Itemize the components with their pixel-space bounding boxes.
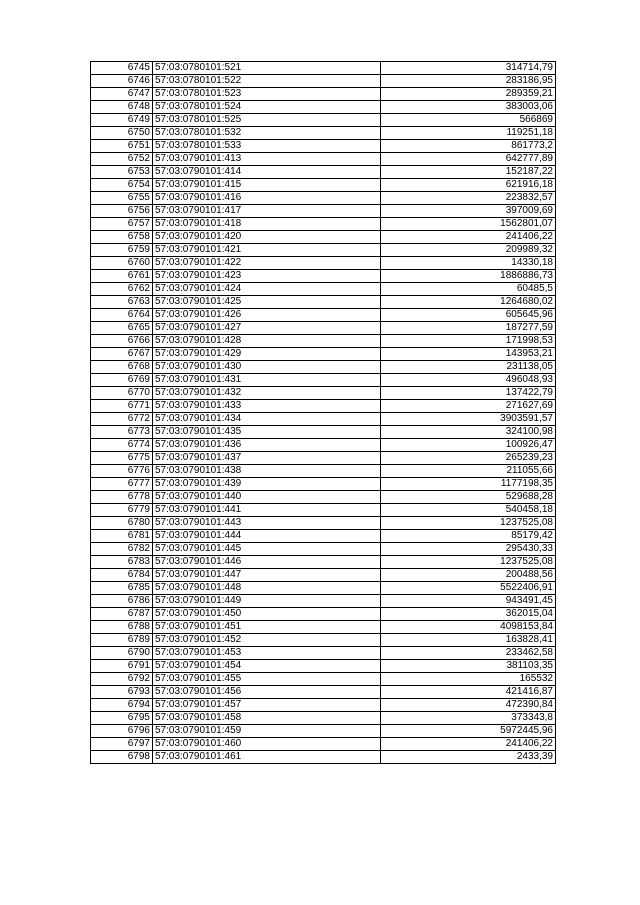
table-row (91, 582, 556, 595)
row-number-cell: 6755 (91, 192, 153, 205)
table-row (91, 465, 556, 478)
table-row (91, 686, 556, 699)
row-number-cell: 6762 (91, 283, 153, 296)
cadastral-number-cell: 57:03:0780101:524 (153, 101, 381, 114)
row-number-cell: 6745 (91, 62, 153, 75)
table-row (91, 348, 556, 361)
cadastral-number-cell: 57:03:0790101:420 (153, 231, 381, 244)
cadastral-value-cell: 621916,18 (381, 179, 556, 192)
table-row (91, 309, 556, 322)
row-number-cell: 6766 (91, 335, 153, 348)
cadastral-number-cell: 57:03:0780101:521 (153, 62, 381, 75)
cadastral-value-cell: 223832,57 (381, 192, 556, 205)
cadastral-number-cell: 57:03:0790101:448 (153, 582, 381, 595)
row-number-cell: 6760 (91, 257, 153, 270)
cadastral-value-cell: 472390,84 (381, 699, 556, 712)
row-number-cell: 6753 (91, 166, 153, 179)
cadastral-value-cell: 540458,18 (381, 504, 556, 517)
cadastral-value-cell: 362015,04 (381, 608, 556, 621)
cadastral-number-cell: 57:03:0790101:446 (153, 556, 381, 569)
cadastral-value-cell: 1264680,02 (381, 296, 556, 309)
table-row (91, 556, 556, 569)
table-row (91, 530, 556, 543)
row-number-cell: 6754 (91, 179, 153, 192)
cadastral-value-cell: 171998,53 (381, 335, 556, 348)
table-row (91, 257, 556, 270)
table-row (91, 283, 556, 296)
cadastral-number-cell: 57:03:0790101:449 (153, 595, 381, 608)
row-number-cell: 6772 (91, 413, 153, 426)
cadastral-value-cell: 295430,33 (381, 543, 556, 556)
cadastral-value-cell: 5972445,96 (381, 725, 556, 738)
cadastral-value-cell: 200488,56 (381, 569, 556, 582)
row-number-cell: 6750 (91, 127, 153, 140)
cadastral-value-cell: 529688,28 (381, 491, 556, 504)
table-row (91, 361, 556, 374)
cadastral-number-cell: 57:03:0790101:456 (153, 686, 381, 699)
cadastral-number-cell: 57:03:0780101:523 (153, 88, 381, 101)
table-row (91, 127, 556, 140)
row-number-cell: 6768 (91, 361, 153, 374)
table-row (91, 504, 556, 517)
table-row (91, 88, 556, 101)
row-number-cell: 6793 (91, 686, 153, 699)
table-row (91, 647, 556, 660)
table-row (91, 140, 556, 153)
cadastral-number-cell: 57:03:0790101:451 (153, 621, 381, 634)
cadastral-number-cell: 57:03:0790101:430 (153, 361, 381, 374)
table-row (91, 192, 556, 205)
cadastral-number-cell: 57:03:0790101:454 (153, 660, 381, 673)
cadastral-value-cell: 5522406,91 (381, 582, 556, 595)
cadastral-number-cell: 57:03:0790101:461 (153, 751, 381, 764)
cadastral-number-cell: 57:03:0790101:445 (153, 543, 381, 556)
cadastral-number-cell: 57:03:0790101:416 (153, 192, 381, 205)
cadastral-number-cell: 57:03:0790101:414 (153, 166, 381, 179)
row-number-cell: 6788 (91, 621, 153, 634)
cadastral-number-cell: 57:03:0790101:426 (153, 309, 381, 322)
cadastral-value-cell: 314714,79 (381, 62, 556, 75)
row-number-cell: 6763 (91, 296, 153, 309)
table-row (91, 153, 556, 166)
row-number-cell: 6759 (91, 244, 153, 257)
cadastral-value-cell: 100926,47 (381, 439, 556, 452)
table-row (91, 244, 556, 257)
table-row (91, 413, 556, 426)
row-number-cell: 6796 (91, 725, 153, 738)
cadastral-value-cell: 60485,5 (381, 283, 556, 296)
table-row (91, 75, 556, 88)
table-row (91, 738, 556, 751)
table-row (91, 387, 556, 400)
table-row (91, 374, 556, 387)
cadastral-value-cell: 324100,98 (381, 426, 556, 439)
cadastral-value-cell: 289359,21 (381, 88, 556, 101)
cadastral-number-cell: 57:03:0790101:417 (153, 205, 381, 218)
cadastral-value-cell: 642777,89 (381, 153, 556, 166)
cadastral-value-cell: 1562801,07 (381, 218, 556, 231)
table-row (91, 439, 556, 452)
row-number-cell: 6780 (91, 517, 153, 530)
table-row (91, 322, 556, 335)
cadastral-number-cell: 57:03:0790101:444 (153, 530, 381, 543)
cadastral-value-cell: 187277,59 (381, 322, 556, 335)
cadastral-value-cell: 383003,06 (381, 101, 556, 114)
row-number-cell: 6790 (91, 647, 153, 660)
table-row (91, 569, 556, 582)
cadastral-value-cell: 3903591,57 (381, 413, 556, 426)
row-number-cell: 6771 (91, 400, 153, 413)
cadastral-value-cell: 233462,58 (381, 647, 556, 660)
cadastral-value-cell: 496048,93 (381, 374, 556, 387)
row-number-cell: 6778 (91, 491, 153, 504)
cadastral-value-cell: 381103,35 (381, 660, 556, 673)
cadastral-value-cell: 119251,18 (381, 127, 556, 140)
cadastral-number-cell: 57:03:0790101:413 (153, 153, 381, 166)
cadastral-number-cell: 57:03:0790101:455 (153, 673, 381, 686)
row-number-cell: 6791 (91, 660, 153, 673)
cadastral-number-cell: 57:03:0790101:415 (153, 179, 381, 192)
cadastral-value-cell: 143953,21 (381, 348, 556, 361)
table-row (91, 62, 556, 75)
table-row (91, 699, 556, 712)
row-number-cell: 6758 (91, 231, 153, 244)
cadastral-value-table (90, 61, 556, 764)
row-number-cell: 6775 (91, 452, 153, 465)
table-row (91, 673, 556, 686)
cadastral-number-cell: 57:03:0790101:458 (153, 712, 381, 725)
table-row (91, 231, 556, 244)
table-row (91, 101, 556, 114)
cadastral-number-cell: 57:03:0790101:441 (153, 504, 381, 517)
row-number-cell: 6797 (91, 738, 153, 751)
cadastral-value-cell: 14330,18 (381, 257, 556, 270)
cadastral-number-cell: 57:03:0790101:433 (153, 400, 381, 413)
cadastral-value-cell: 1237525,08 (381, 556, 556, 569)
table-row (91, 725, 556, 738)
cadastral-number-cell: 57:03:0790101:424 (153, 283, 381, 296)
cadastral-value-cell: 1237525,08 (381, 517, 556, 530)
table-row (91, 595, 556, 608)
cadastral-number-cell: 57:03:0790101:432 (153, 387, 381, 400)
table-row (91, 270, 556, 283)
table-row (91, 543, 556, 556)
row-number-cell: 6756 (91, 205, 153, 218)
cadastral-value-cell: 231138,05 (381, 361, 556, 374)
table-row (91, 712, 556, 725)
table-row (91, 634, 556, 647)
cadastral-value-cell: 2433,39 (381, 751, 556, 764)
row-number-cell: 6782 (91, 543, 153, 556)
cadastral-number-cell: 57:03:0790101:421 (153, 244, 381, 257)
table-row (91, 491, 556, 504)
table-row (91, 608, 556, 621)
cadastral-number-cell: 57:03:0790101:423 (153, 270, 381, 283)
cadastral-number-cell: 57:03:0790101:422 (153, 257, 381, 270)
table-row (91, 517, 556, 530)
cadastral-number-cell: 57:03:0790101:452 (153, 634, 381, 647)
cadastral-number-cell: 57:03:0790101:443 (153, 517, 381, 530)
table-row (91, 296, 556, 309)
cadastral-value-cell: 163828,41 (381, 634, 556, 647)
cadastral-value-cell: 397009,69 (381, 205, 556, 218)
cadastral-number-cell: 57:03:0790101:434 (153, 413, 381, 426)
cadastral-number-cell: 57:03:0790101:427 (153, 322, 381, 335)
cadastral-number-cell: 57:03:0790101:438 (153, 465, 381, 478)
row-number-cell: 6776 (91, 465, 153, 478)
cadastral-number-cell: 57:03:0790101:437 (153, 452, 381, 465)
table-row (91, 426, 556, 439)
row-number-cell: 6774 (91, 439, 153, 452)
row-number-cell: 6757 (91, 218, 153, 231)
cadastral-number-cell: 57:03:0790101:460 (153, 738, 381, 751)
row-number-cell: 6769 (91, 374, 153, 387)
cadastral-value-cell: 85179,42 (381, 530, 556, 543)
cadastral-number-cell: 57:03:0790101:429 (153, 348, 381, 361)
cadastral-number-cell: 57:03:0790101:439 (153, 478, 381, 491)
cadastral-number-cell: 57:03:0790101:418 (153, 218, 381, 231)
table-row (91, 205, 556, 218)
cadastral-number-cell: 57:03:0790101:453 (153, 647, 381, 660)
cadastral-number-cell: 57:03:0790101:440 (153, 491, 381, 504)
row-number-cell: 6789 (91, 634, 153, 647)
cadastral-number-cell: 57:03:0790101:435 (153, 426, 381, 439)
cadastral-value-cell: 4098153,84 (381, 621, 556, 634)
row-number-cell: 6749 (91, 114, 153, 127)
table-row (91, 218, 556, 231)
table-row (91, 179, 556, 192)
table-row (91, 452, 556, 465)
row-number-cell: 6767 (91, 348, 153, 361)
row-number-cell: 6784 (91, 569, 153, 582)
row-number-cell: 6764 (91, 309, 153, 322)
cadastral-value-cell: 861773,2 (381, 140, 556, 153)
row-number-cell: 6792 (91, 673, 153, 686)
row-number-cell: 6773 (91, 426, 153, 439)
cadastral-value-cell: 283186,95 (381, 75, 556, 88)
cadastral-number-cell: 57:03:0790101:428 (153, 335, 381, 348)
row-number-cell: 6748 (91, 101, 153, 114)
row-number-cell: 6765 (91, 322, 153, 335)
row-number-cell: 6783 (91, 556, 153, 569)
row-number-cell: 6787 (91, 608, 153, 621)
cadastral-number-cell: 57:03:0780101:522 (153, 75, 381, 88)
row-number-cell: 6795 (91, 712, 153, 725)
cadastral-value-cell: 165532 (381, 673, 556, 686)
cadastral-value-cell: 605645,96 (381, 309, 556, 322)
cadastral-number-cell: 57:03:0790101:459 (153, 725, 381, 738)
row-number-cell: 6751 (91, 140, 153, 153)
table-row (91, 335, 556, 348)
table-body (91, 62, 556, 764)
row-number-cell: 6752 (91, 153, 153, 166)
cadastral-value-cell: 1886886,73 (381, 270, 556, 283)
cadastral-value-cell: 1177198,35 (381, 478, 556, 491)
table-row (91, 621, 556, 634)
cadastral-value-cell: 566869 (381, 114, 556, 127)
row-number-cell: 6781 (91, 530, 153, 543)
cadastral-number-cell: 57:03:0780101:533 (153, 140, 381, 153)
row-number-cell: 6786 (91, 595, 153, 608)
table-row (91, 400, 556, 413)
row-number-cell: 6747 (91, 88, 153, 101)
cadastral-value-cell: 241406,22 (381, 738, 556, 751)
row-number-cell: 6770 (91, 387, 153, 400)
table-row (91, 751, 556, 764)
cadastral-number-cell: 57:03:0790101:457 (153, 699, 381, 712)
cadastral-number-cell: 57:03:0790101:425 (153, 296, 381, 309)
cadastral-number-cell: 57:03:0780101:525 (153, 114, 381, 127)
cadastral-value-cell: 211055,66 (381, 465, 556, 478)
cadastral-value-cell: 152187,22 (381, 166, 556, 179)
row-number-cell: 6798 (91, 751, 153, 764)
table-row (91, 166, 556, 179)
cadastral-value-cell: 421416,87 (381, 686, 556, 699)
cadastral-number-cell: 57:03:0790101:436 (153, 439, 381, 452)
cadastral-value-cell: 373343,8 (381, 712, 556, 725)
cadastral-value-cell: 209989,32 (381, 244, 556, 257)
cadastral-number-cell: 57:03:0780101:532 (153, 127, 381, 140)
cadastral-value-cell: 241406,22 (381, 231, 556, 244)
cadastral-value-cell: 137422,79 (381, 387, 556, 400)
cadastral-number-cell: 57:03:0790101:447 (153, 569, 381, 582)
table-row (91, 660, 556, 673)
row-number-cell: 6794 (91, 699, 153, 712)
table-row (91, 114, 556, 127)
cadastral-number-cell: 57:03:0790101:431 (153, 374, 381, 387)
row-number-cell: 6777 (91, 478, 153, 491)
row-number-cell: 6761 (91, 270, 153, 283)
cadastral-value-cell: 271627,69 (381, 400, 556, 413)
table-row (91, 478, 556, 491)
row-number-cell: 6779 (91, 504, 153, 517)
cadastral-number-cell: 57:03:0790101:450 (153, 608, 381, 621)
row-number-cell: 6785 (91, 582, 153, 595)
row-number-cell: 6746 (91, 75, 153, 88)
cadastral-value-cell: 265239,23 (381, 452, 556, 465)
cadastral-value-cell: 943491,45 (381, 595, 556, 608)
